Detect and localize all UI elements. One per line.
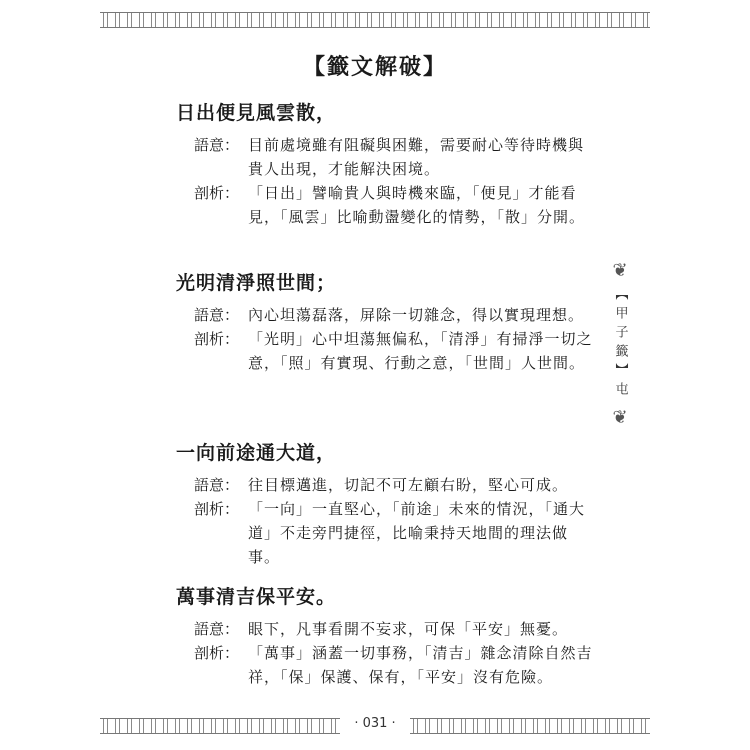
entry-text: 「萬事」涵蓋一切事務，「清吉」雜念清除自然吉祥，「保」保護、保有，「平安」沒有危險。 [248, 644, 593, 686]
entry-label: 剖析： [194, 500, 240, 518]
entry-meaning [194, 133, 596, 181]
verse-line: 萬事清吉保平安。 [176, 586, 337, 608]
section-3 [176, 438, 596, 569]
entry-analysis [194, 497, 596, 569]
entry-text: 「一向」一直堅心，「前途」未來的情況，「通大道」不走旁門捷徑，比喻秉持天地間的理法做事。 [248, 500, 586, 566]
entry-text: 往目標邁進，切記不可左顧右盼，堅心可成。 [248, 476, 569, 494]
entry-text: 「光明」心中坦蕩無偏私，「清淨」有掃淨一切之意，「照」有實現、行動之意，「世間」人世間。 [248, 330, 593, 372]
bottom-border-decoration-right [410, 718, 650, 734]
side-chapter-tab [600, 260, 640, 428]
page-number: · 031 · [354, 716, 396, 731]
entry-label: 剖析： [194, 644, 240, 662]
section-1 [176, 98, 596, 229]
entry-analysis [194, 181, 596, 229]
entry-label: 語意： [194, 136, 240, 154]
verse-line: 日出便見風雲散， [176, 102, 337, 124]
cloud-ornament-icon: ❦ [612, 260, 628, 281]
entry-meaning [194, 617, 596, 641]
top-border-decoration [100, 12, 650, 28]
entry-analysis [194, 327, 596, 375]
entry-label: 語意： [194, 306, 240, 324]
entry-label: 語意： [194, 476, 240, 494]
verse-line: 光明清淨照世間； [176, 272, 337, 294]
entry-text: 「日出」譬喻貴人與時機來臨，「便見」才能看見，「風雲」比喻動盪變化的情勢，「散」分開。 [248, 184, 586, 226]
entry-text: 內心坦蕩磊落，屏除一切雜念，得以實現理想。 [248, 306, 585, 324]
cloud-ornament-icon: ❦ [612, 407, 628, 428]
entry-text: 目前處境雖有阻礙與困難，需要耐心等待時機與貴人出現，才能解決困境。 [248, 136, 585, 178]
page-heading: 【籤文解破】 [302, 55, 447, 80]
entry-text: 眼下，凡事看開不妄求，可保「平安」無憂。 [248, 620, 569, 638]
verse-line: 一向前途通大道， [176, 442, 337, 464]
entry-meaning [194, 303, 596, 327]
section-4 [176, 582, 596, 689]
bottom-border-decoration-left [100, 718, 340, 734]
section-2 [176, 268, 596, 375]
entry-label: 剖析： [194, 330, 240, 348]
entry-label: 語意： [194, 620, 240, 638]
side-tab-label: 【甲子籤】屯 [612, 287, 628, 401]
entry-label: 剖析： [194, 184, 240, 202]
entry-analysis [194, 641, 596, 689]
entry-meaning [194, 473, 596, 497]
